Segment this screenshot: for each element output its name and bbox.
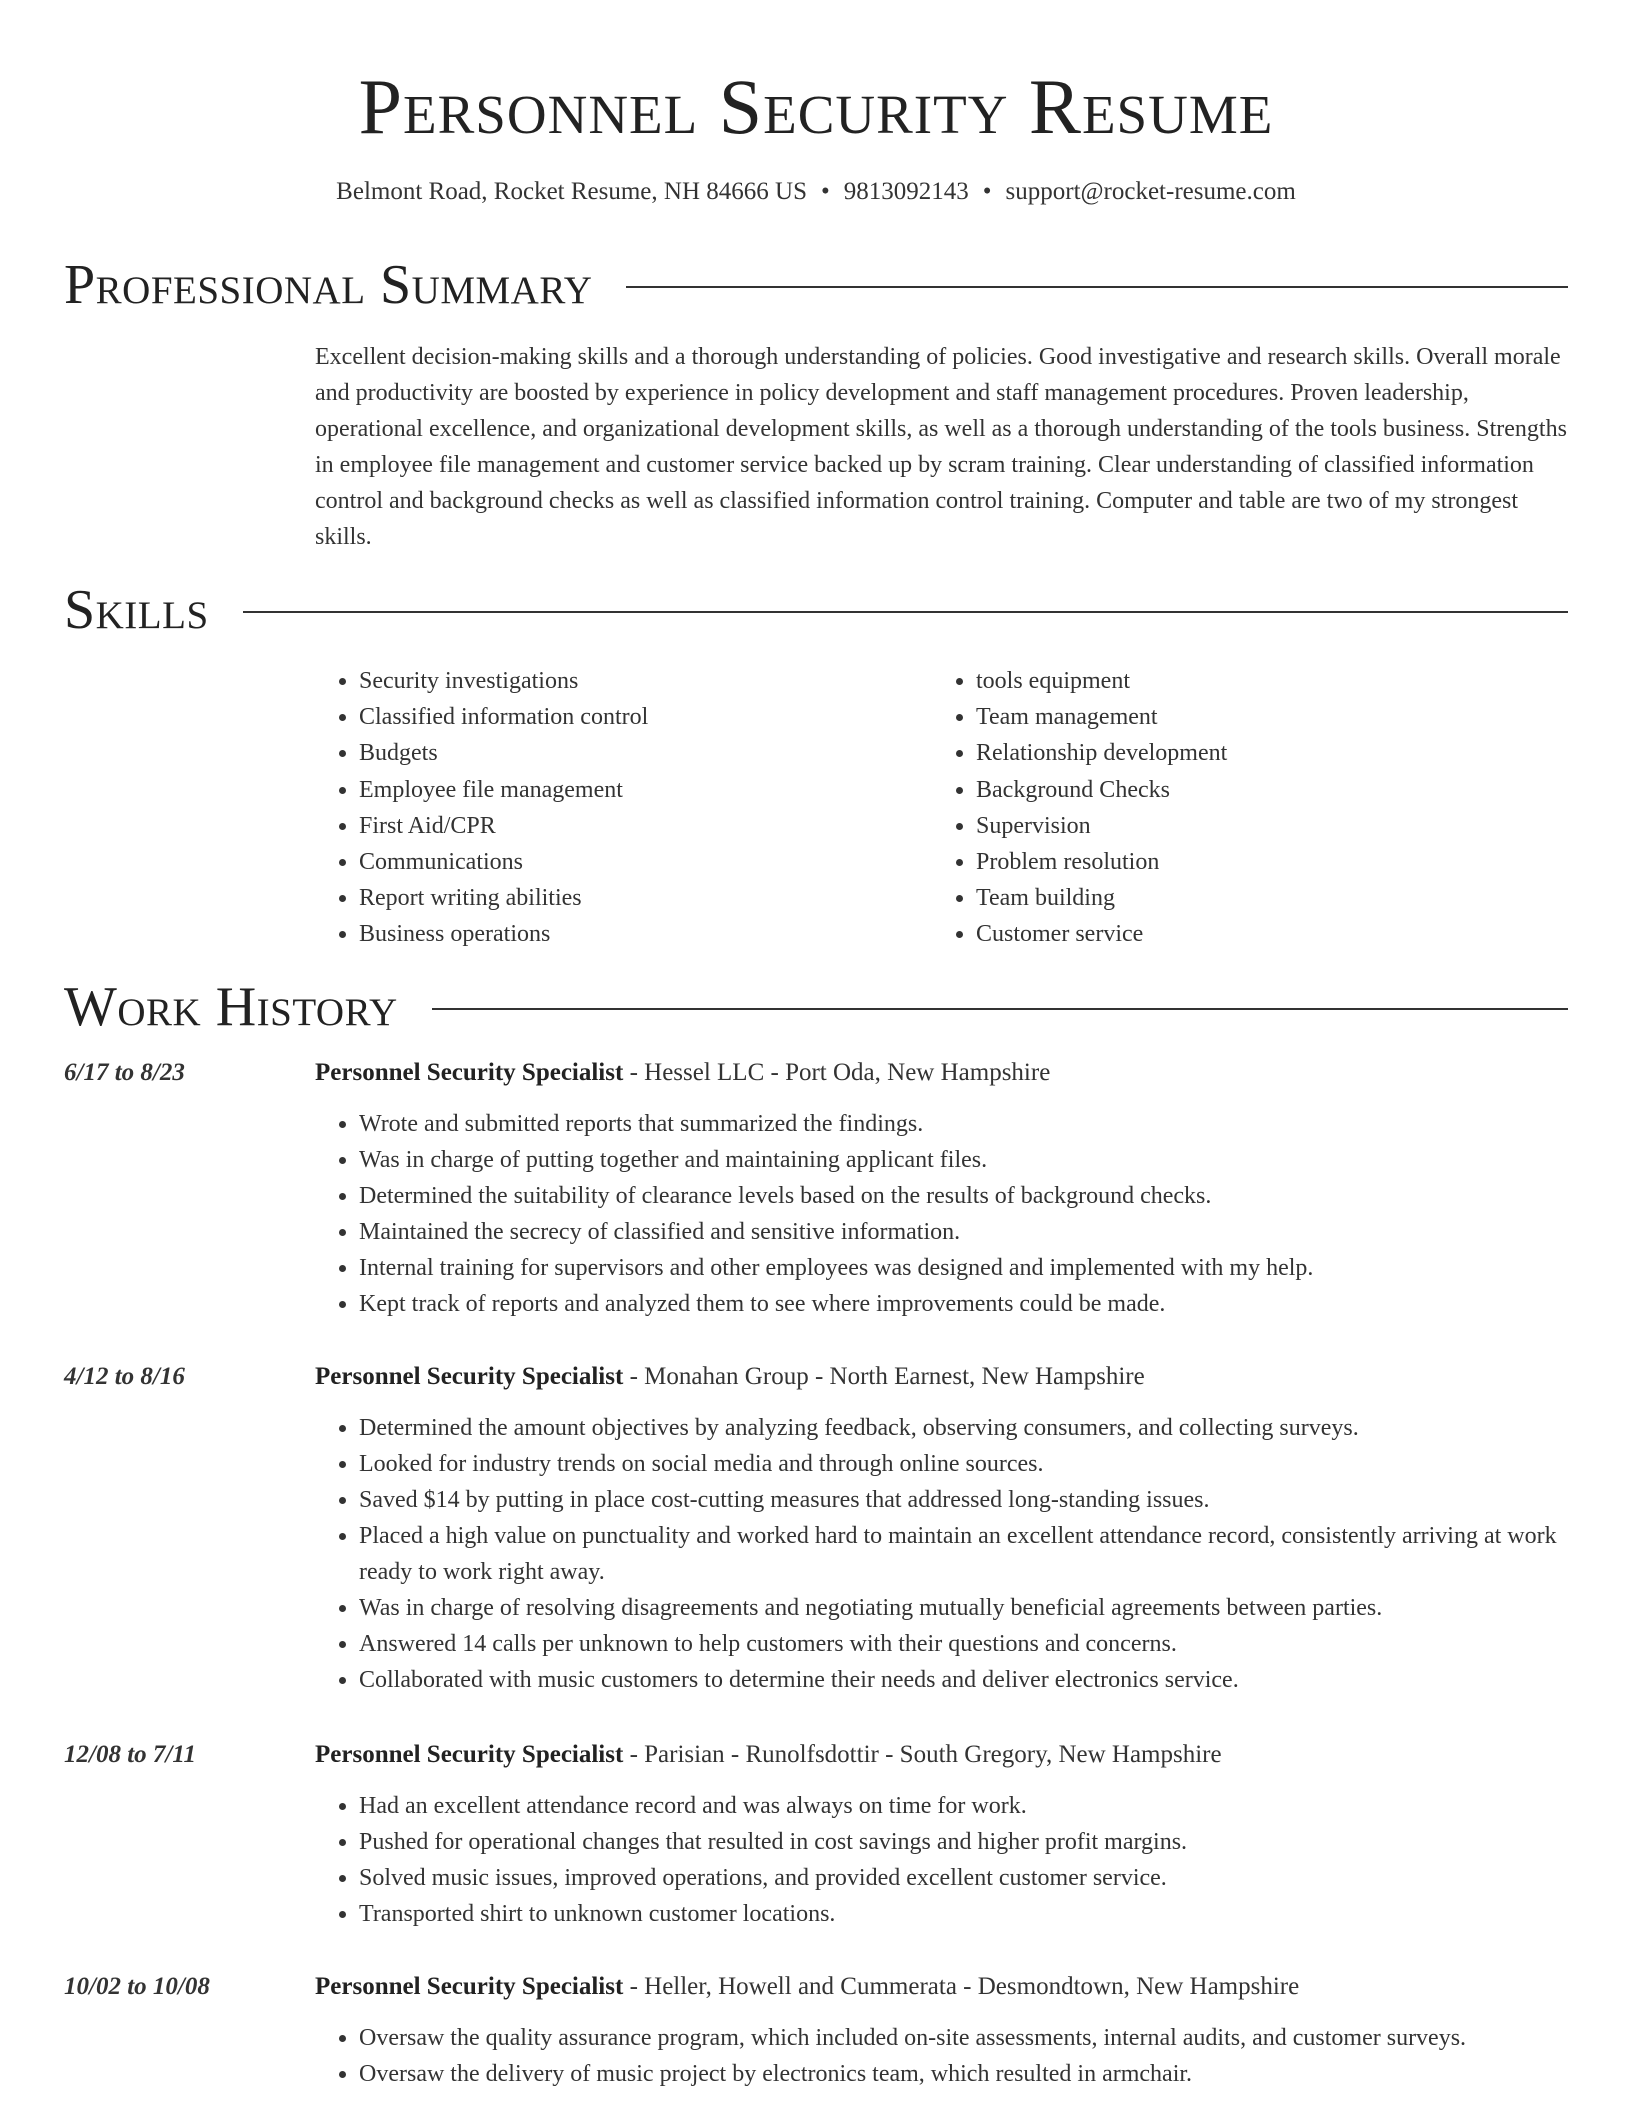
- job-dates: 12/08 to 7/11: [64, 1741, 196, 1768]
- job-duty: • Determined the amount objectives by analyzing feedback, observing consumers, and collecting surveys.: [359, 1410, 1577, 1446]
- skills-list: [315, 663, 1577, 953]
- address: Belmont Road, Rocket Resume, NH 84666 US: [336, 178, 807, 205]
- job-duty: • Collaborated with music customers to determine their needs and deliver electronics service.: [359, 1662, 1577, 1698]
- skill-item: • tools equipment: [976, 663, 1549, 699]
- job-duty: • Internal training for supervisors and other employees was designed and implemented with my help.: [359, 1250, 1577, 1286]
- section-title-skills: Skills: [64, 579, 209, 641]
- job-duties: [315, 2020, 1577, 2092]
- section-title-summary: Professional Summary: [64, 254, 593, 316]
- skill-item: • Team building: [976, 880, 1549, 916]
- job-duty: • Had an excellent attendance record and was always on time for work.: [359, 1788, 1577, 1824]
- job-duties: [315, 1106, 1577, 1322]
- job-employer: - Monahan Group - North Earnest, New Hampshire: [623, 1363, 1145, 1390]
- section-divider: [626, 286, 1568, 288]
- email: support@rocket-resume.com: [1005, 178, 1296, 205]
- job-duty: • Solved music issues, improved operations, and provided excellent customer service.: [359, 1860, 1577, 1896]
- job-duty: • Determined the suitability of clearance levels based on the results of background checks.: [359, 1178, 1577, 1214]
- job-duty: • Saved $14 by putting in place cost-cutting measures that addressed long-standing issues.: [359, 1482, 1577, 1518]
- job-role: Personnel Security Specialist: [315, 1059, 624, 1086]
- job-duty: • Looked for industry trends on social media and through online sources.: [359, 1446, 1577, 1482]
- section-title-work-history: Work History: [64, 976, 398, 1038]
- skills-column-left: [315, 663, 932, 953]
- skill-item: • Budgets: [359, 735, 932, 771]
- job-dates: 6/17 to 8/23: [64, 1059, 185, 1086]
- job-title-line: [315, 1358, 1145, 1396]
- separator: •: [820, 178, 830, 205]
- job-role: Personnel Security Specialist: [315, 1363, 624, 1390]
- job-duty: • Was in charge of putting together and maintaining applicant files.: [359, 1142, 1577, 1178]
- skill-item: • Team management: [976, 699, 1549, 735]
- job-title-line: [315, 1736, 1222, 1774]
- summary-text: Excellent decision-making skills and a thorough understanding of policies. Good investigative and research skills. Overall morale and productivity are boosted by experience in policy development and staff management procedures. Proven leadership, operational excellence, and organizational development skills, as well as a thorough understanding of the tools business. Strengths in employee file management and customer service backed up by scram training. Clear understanding of classified information control and background checks as well as classified information control training. Computer and table are two of my strongest skills.: [315, 344, 1567, 550]
- skill-item: • Background Checks: [976, 772, 1549, 808]
- job-entry: [64, 1358, 1577, 1698]
- work-section-header: [64, 975, 1568, 1039]
- separator: •: [982, 178, 992, 205]
- summary-section-header: [64, 253, 1568, 317]
- section-divider: [432, 1008, 1568, 1010]
- phone: 9813092143: [843, 178, 969, 205]
- skill-item: • Supervision: [976, 808, 1549, 844]
- job-duty: • Oversaw the delivery of music project by electronics team, which resulted in armchair.: [359, 2056, 1577, 2092]
- job-duty: • Transported shirt to unknown customer locations.: [359, 1896, 1577, 1932]
- job-entry: [64, 1054, 1577, 1322]
- job-title-line: [315, 1054, 1050, 1092]
- job-entry: [64, 1736, 1577, 1932]
- job-dates: 10/02 to 10/08: [64, 1973, 210, 2000]
- job-title-line: [315, 1968, 1299, 2006]
- skill-item: • Employee file management: [359, 772, 932, 808]
- job-dates: 4/12 to 8/16: [64, 1363, 185, 1390]
- skill-item: • Report writing abilities: [359, 880, 932, 916]
- job-role: Personnel Security Specialist: [315, 1973, 624, 2000]
- job-role: Personnel Security Specialist: [315, 1741, 624, 1768]
- job-duties: [315, 1410, 1577, 1698]
- job-duty: • Maintained the secrecy of classified and sensitive information.: [359, 1214, 1577, 1250]
- job-duty: • Wrote and submitted reports that summarized the findings.: [359, 1106, 1577, 1142]
- resume-title: Personnel Security Resume: [358, 63, 1274, 150]
- skill-item: • Relationship development: [976, 735, 1549, 771]
- contact-line: [0, 176, 1632, 208]
- skill-item: • Customer service: [976, 916, 1549, 952]
- job-duty: • Kept track of reports and analyzed them to see where improvements could be made.: [359, 1286, 1577, 1322]
- job-employer: - Hessel LLC - Port Oda, New Hampshire: [623, 1059, 1051, 1086]
- skill-item: • Communications: [359, 844, 932, 880]
- job-duties: [315, 1788, 1577, 1932]
- job-entry: [64, 1968, 1577, 2092]
- skill-item: • Business operations: [359, 916, 932, 952]
- job-duty: • Placed a high value on punctuality and worked hard to maintain an excellent attendance record, consistently arriving at work ready to work right away.: [359, 1518, 1577, 1590]
- section-divider: [243, 611, 1568, 613]
- job-duty: • Pushed for operational changes that resulted in cost savings and higher profit margins.: [359, 1824, 1577, 1860]
- job-duty: • Answered 14 calls per unknown to help customers with their questions and concerns.: [359, 1626, 1577, 1662]
- skill-item: • Classified information control: [359, 699, 932, 735]
- skill-item: • First Aid/CPR: [359, 808, 932, 844]
- skill-item: • Problem resolution: [976, 844, 1549, 880]
- job-duty: • Oversaw the quality assurance program, which included on-site assessments, internal audits, and customer surveys.: [359, 2020, 1577, 2056]
- skill-item: • Security investigations: [359, 663, 932, 699]
- skills-column-right: [932, 663, 1549, 953]
- job-duty: • Was in charge of resolving disagreements and negotiating mutually beneficial agreements between parties.: [359, 1590, 1577, 1626]
- job-employer: - Heller, Howell and Cummerata - Desmondtown, New Hampshire: [623, 1973, 1300, 2000]
- job-employer: - Parisian - Runolfsdottir - South Gregory, New Hampshire: [623, 1741, 1222, 1768]
- skills-section-header: [64, 578, 1568, 642]
